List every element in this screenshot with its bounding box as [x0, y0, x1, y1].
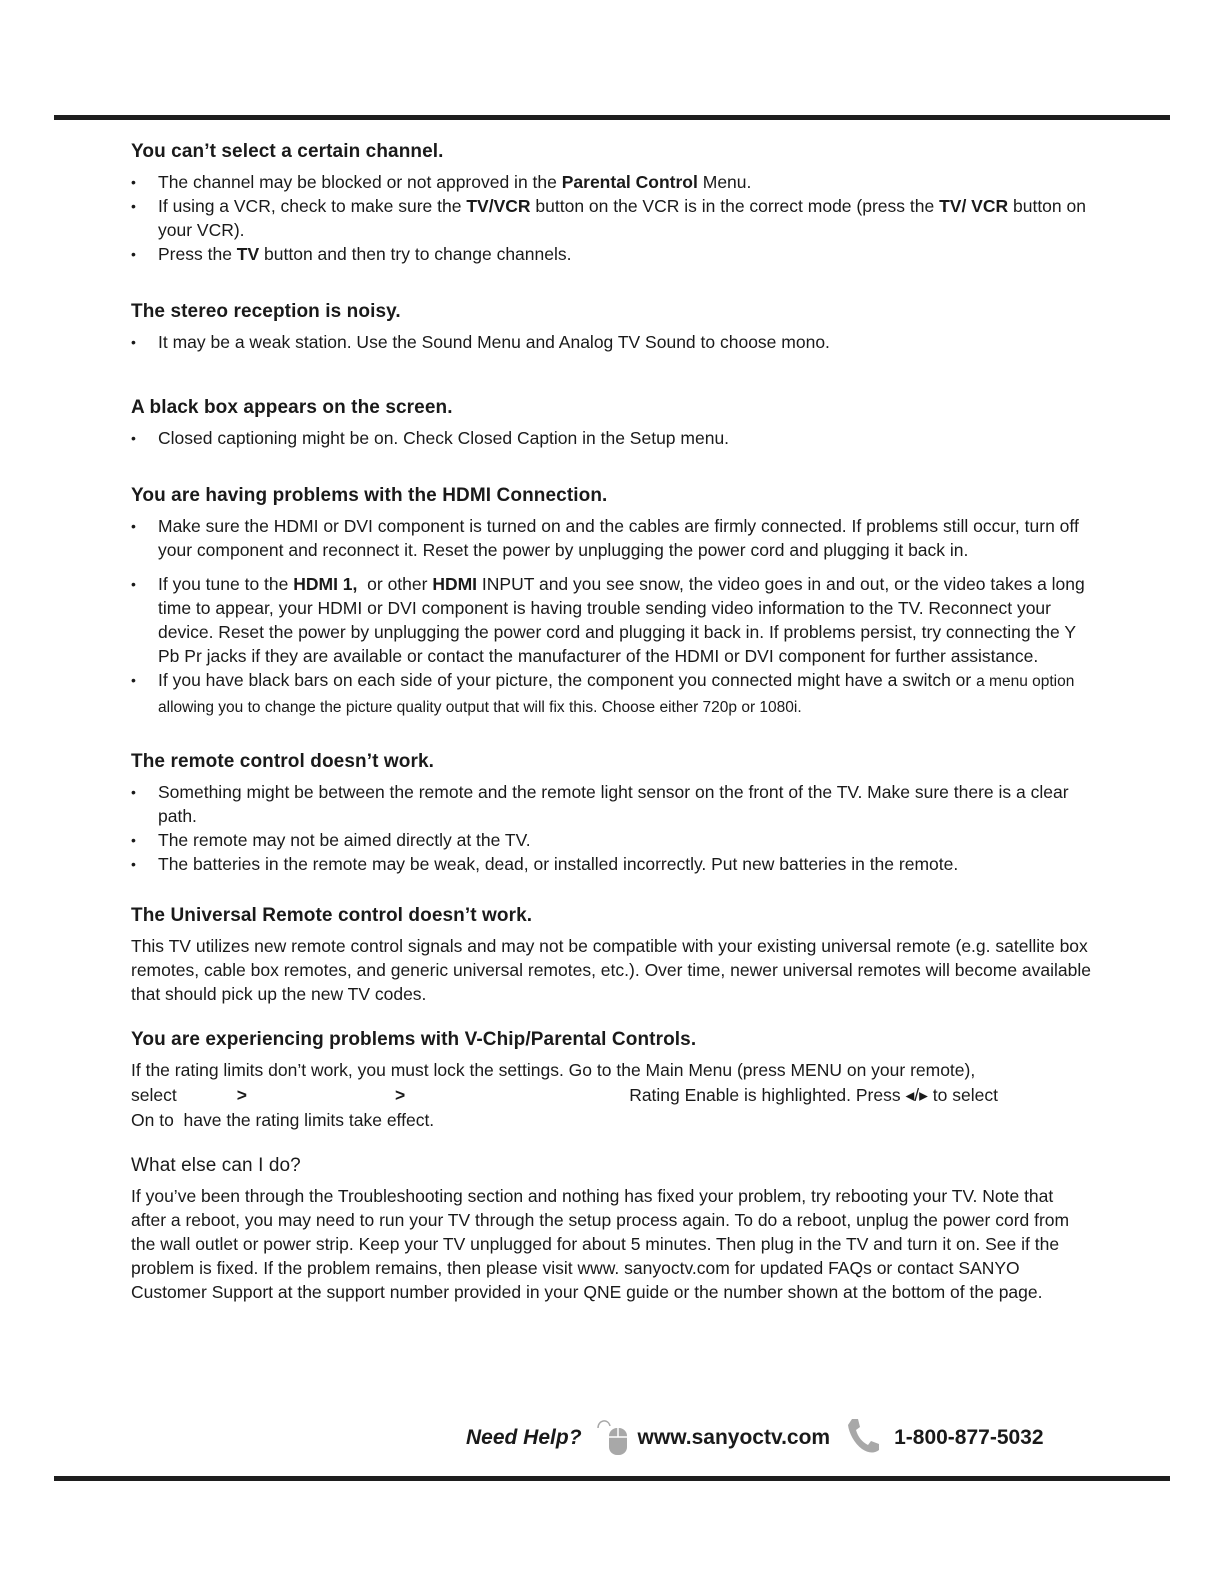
list-item: • If you tune to the HDMI 1, or other HDMI INPUT and you see snow, the video goes in and out, or the video takes a long time to appear, your HDMI or DVI component is having trouble sending video information to the TV. Reconnect your device. Reset the power by unplugging the power cord and plugging it back in. If problems persist, try connecting the Y Pb Pr jacks if they are available or contact the manufacturer of the HDMI or DVI component for further assistance.	[131, 572, 1091, 668]
section-vchip-parental	[131, 1028, 1091, 1132]
bottom-rule	[54, 1476, 1170, 1481]
list-item: • It may be a weak station. Use the Sound Menu and Analog TV Sound to choose mono.	[131, 330, 1091, 354]
list-item: • The batteries in the remote may be weak, dead, or installed incorrectly. Put new batteries in the remote.	[131, 852, 1091, 876]
section-heading: A black box appears on the screen.	[131, 397, 453, 418]
section-cant-select-channel	[131, 140, 1091, 266]
section-heading: The Universal Remote control doesn’t work.	[131, 905, 533, 926]
section-heading: What else can I do?	[131, 1155, 301, 1176]
list-item: • If using a VCR, check to make sure the TV/VCR button on the VCR is in the correct mode (press the TV/ VCR button on your VCR).	[131, 194, 1091, 242]
section-hdmi-problems	[131, 484, 1091, 720]
section-heading: You are experiencing problems with V-Chip/Parental Controls.	[131, 1029, 697, 1050]
section-heading: The remote control doesn’t work.	[131, 751, 435, 772]
section-heading: You can’t select a certain channel.	[131, 141, 444, 162]
list-item: • Something might be between the remote and the remote light sensor on the front of the TV. Make sure there is a clear path.	[131, 780, 1091, 828]
list-item: • The channel may be blocked or not approved in the Parental Control Menu.	[131, 170, 1091, 194]
section-paragraph: This TV utilizes new remote control signals and may not be compatible with your existing universal remote (e.g. satellite box remotes, cable box remotes, and generic universal remotes, etc.). Over time, newer universal remotes will become available that should pick up the new TV codes.	[131, 936, 1091, 1004]
mouse-icon	[596, 1416, 630, 1461]
section-heading: The stereo reception is noisy.	[131, 301, 401, 322]
section-heading: You are having problems with the HDMI Connection.	[131, 485, 608, 506]
section-stereo-noisy	[131, 300, 1091, 354]
vchip-line-2: select > > Rating Enable is highlighted. Press ◂/▸ to select	[131, 1085, 998, 1105]
website-link[interactable]: www.sanyoctv.com	[637, 1426, 831, 1449]
list-item: • If you have black bars on each side of your picture, the component you connected might have a switch or a menu option allowing you to change the picture quality output that will fix this. Choose either 720p or 1080i.	[131, 668, 1091, 720]
section-remote-not-working	[131, 750, 1091, 876]
vchip-line-3: On to have the rating limits take effect.	[131, 1110, 435, 1130]
need-help-label: Need Help?	[466, 1426, 582, 1449]
list-item: • Closed captioning might be on. Check Closed Caption in the Setup menu.	[131, 426, 1091, 450]
troubleshooting-content	[131, 140, 1091, 1304]
phone-number: 1-800-877-5032	[894, 1426, 1044, 1449]
section-paragraph: If you’ve been through the Troubleshooting section and nothing has fixed your problem, try rebooting your TV. Note that after a reboot, you may need to run your TV through the setup process again. To do a reboot, unplug the power cord from the wall outlet or power strip. Keep your TV unplugged for about 5 minutes. Then plug in the TV and turn it on. See if the problem is fixed. If the problem remains, then please visit www. sanyoctv.com for updated FAQs or contact SANYO Customer Support at the support number provided in your QNE guide or the number shown at the bottom of the page.	[131, 1186, 1070, 1302]
list-item: • The remote may not be aimed directly at the TV.	[131, 828, 1091, 852]
section-black-box	[131, 396, 1091, 450]
section-what-else	[131, 1154, 1091, 1304]
section-universal-remote	[131, 904, 1091, 1006]
top-rule	[54, 115, 1170, 120]
help-footer	[466, 1418, 1044, 1458]
phone-icon	[846, 1417, 880, 1460]
list-item: • Press the TV button and then try to change channels.	[131, 242, 1091, 266]
list-item: • Make sure the HDMI or DVI component is turned on and the cables are firmly connected. If problems still occur, turn off your component and reconnect it. Reset the power by unplugging the power cord and plugging it back in.	[131, 514, 1091, 562]
vchip-line-1: If the rating limits don’t work, you must lock the settings. Go to the Main Menu (press MENU on your remote),	[131, 1060, 976, 1080]
